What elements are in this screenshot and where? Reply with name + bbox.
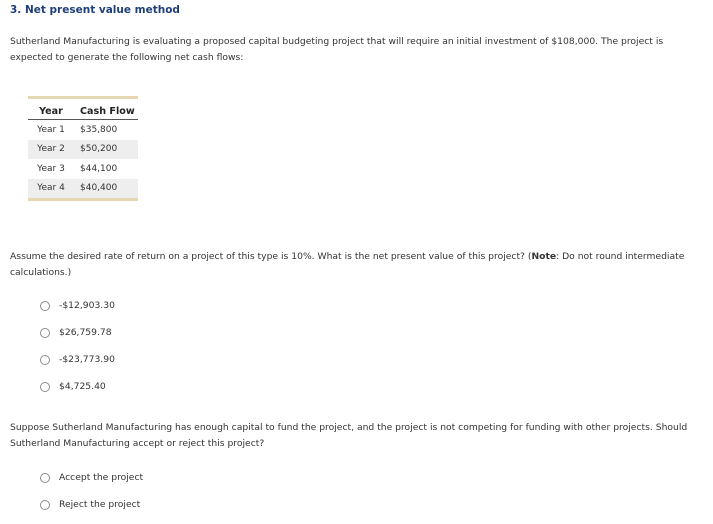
- npv-option[interactable]: [40, 292, 115, 319]
- decision-question-line-2: Sutherland Manufacturing accept or reject this project?: [10, 438, 265, 449]
- radio-button[interactable]: [40, 473, 50, 483]
- npv-option[interactable]: [40, 319, 115, 346]
- npv-question-note-text: : Do not round intermediate: [556, 251, 685, 262]
- npv-question-text: [10, 249, 705, 281]
- intro-line-1: Sutherland Manufacturing is evaluating a proposed capital budgeting project that will require an initial investment of $108,000. The project is: [10, 36, 664, 47]
- table-header-row: [28, 99, 138, 120]
- npv-option-label[interactable]: -$12,903.30: [59, 300, 115, 311]
- decision-option-accept[interactable]: [40, 464, 143, 491]
- decision-question-line-1: Suppose Sutherland Manufacturing has enough capital to fund the project, and the project is not competing for funding with other projects. Should: [10, 422, 688, 433]
- npv-question-main: Assume the desired rate of return on a project of this type is 10%. What is the net present value of this project? (: [10, 251, 532, 262]
- npv-options: [40, 292, 115, 400]
- row-cash-flow: $44,100: [80, 163, 118, 174]
- cash-flow-table: [28, 96, 138, 201]
- row-year: Year 1: [37, 124, 65, 135]
- npv-option-label[interactable]: $4,725.40: [59, 381, 106, 392]
- intro-line-2: expected to generate the following net cash flows:: [10, 52, 244, 63]
- npv-option-label[interactable]: -$23,773.90: [59, 354, 115, 365]
- table-row: [28, 179, 138, 199]
- decision-options: [40, 464, 143, 518]
- row-cash-flow: $35,800: [80, 124, 118, 135]
- table-row: [28, 159, 138, 179]
- npv-question-line-1: [10, 249, 705, 265]
- row-year: Year 4: [37, 183, 65, 194]
- radio-button[interactable]: [40, 328, 50, 338]
- npv-option-label[interactable]: $26,759.78: [59, 327, 112, 338]
- radio-button[interactable]: [40, 500, 50, 510]
- row-cash-flow: $50,200: [80, 144, 118, 155]
- row-year: Year 2: [37, 144, 65, 155]
- radio-button[interactable]: [40, 382, 50, 392]
- npv-option[interactable]: [40, 373, 115, 400]
- npv-question-line-2: calculations.): [10, 267, 72, 278]
- row-cash-flow: $40,400: [80, 183, 118, 194]
- npv-option[interactable]: [40, 346, 115, 373]
- header-year: Year: [39, 106, 63, 117]
- question-intro: [10, 34, 705, 66]
- decision-option-label[interactable]: Accept the project: [59, 472, 144, 483]
- radio-button[interactable]: [40, 355, 50, 365]
- table-row: [28, 140, 138, 160]
- row-year: Year 3: [37, 163, 65, 174]
- header-cash-flow: Cash Flow: [80, 106, 135, 117]
- decision-question-text: [10, 420, 705, 452]
- table-row: [28, 120, 138, 140]
- note-label: Note: [531, 251, 557, 262]
- decision-option-label[interactable]: Reject the project: [59, 499, 141, 510]
- question-title: 3. Net present value method: [10, 4, 180, 16]
- radio-button[interactable]: [40, 301, 50, 311]
- decision-option-reject[interactable]: [40, 491, 143, 518]
